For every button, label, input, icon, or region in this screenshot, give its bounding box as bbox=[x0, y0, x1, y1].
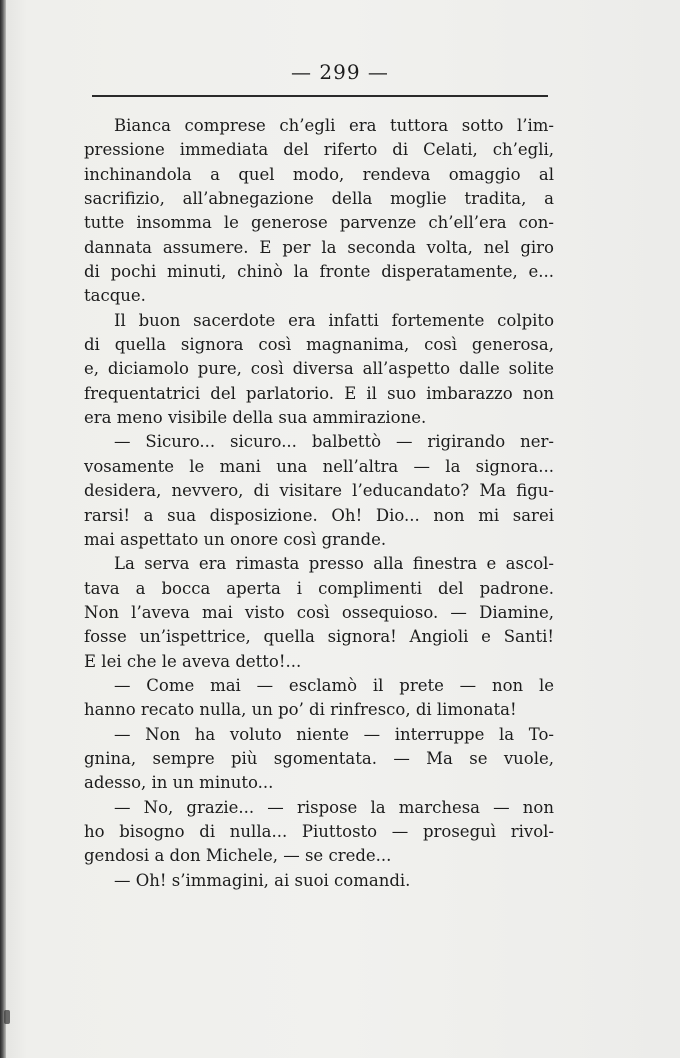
text-line: ho bisogno di nulla... Piuttosto — proseguì rivol- bbox=[84, 821, 554, 841]
text-line: era meno visibile della sua ammirazione. bbox=[84, 408, 427, 428]
text-line: Bianca comprese ch’egli era tuttora sotto l’im- bbox=[114, 116, 554, 135]
text-line: gnina, sempre più sgomentata. — Ma se vuole, bbox=[84, 748, 554, 768]
text-line: tava a bocca aperta i complimenti del padrone. bbox=[84, 578, 554, 598]
text-line: — Sicuro... sicuro... balbettò — rigirando ner- bbox=[114, 432, 554, 452]
text-line: E lei che le aveva detto!... bbox=[84, 651, 302, 671]
text-line: La serva era rimasta presso alla finestra e ascol- bbox=[114, 554, 554, 574]
text-line: vosamente le mani una nell’altra — la signora... bbox=[84, 456, 554, 476]
text-line: Il buon sacerdote era infatti fortemente colpito bbox=[114, 310, 554, 330]
text-line: tacque. bbox=[84, 286, 146, 306]
text-line: — Non ha voluto niente — interruppe la To- bbox=[114, 724, 554, 744]
text-line: mai aspettato un onore così grande. bbox=[84, 529, 387, 549]
text-line: hanno recato nulla, un po’ di rinfresco, di limonata! bbox=[84, 700, 517, 720]
body-text bbox=[84, 114, 554, 893]
text-line: frequentatrici del parlatorio. E il suo imbarazzo non bbox=[84, 383, 554, 403]
text-line: — No, grazie... — rispose la marchesa — non bbox=[114, 797, 554, 817]
text-line: inchinandola a quel modo, rendeva omaggio al bbox=[84, 164, 554, 184]
text-line: desidera, nevvero, di visitare l’educandato? Ma figu- bbox=[84, 481, 554, 501]
text-line: adesso, in un minuto... bbox=[84, 773, 274, 793]
text-line: rarsi! a sua disposizione. Oh! Dio... non mi sarei bbox=[84, 505, 554, 525]
text-line: — Oh! s’immagini, ai suoi comandi. bbox=[114, 870, 411, 890]
text-line: — Come mai — esclamò il prete — non le bbox=[114, 675, 554, 695]
text-line: Non l’aveva mai visto così ossequioso. — Diamine, bbox=[84, 602, 554, 622]
text-line: pressione immediata del riferto di Celati, ch’egli, bbox=[84, 140, 554, 160]
text-line: di quella signora così magnanima, così generosa, bbox=[84, 335, 554, 355]
header-rule bbox=[92, 95, 548, 97]
text-line: dannata assumere. E per la seconda volta, nel giro bbox=[84, 237, 554, 257]
text-line: di pochi minuti, chinò la fronte disperatamente, e... bbox=[84, 262, 554, 282]
scan-ink-mark bbox=[4, 1010, 10, 1024]
text-line: sacrifizio, all’abnegazione della moglie tradita, a bbox=[84, 189, 554, 209]
page-number: — 299 — bbox=[291, 60, 389, 84]
page-spine-edge bbox=[0, 0, 6, 1058]
text-line: e, diciamolo pure, così diversa all’aspetto dalle solite bbox=[84, 359, 554, 379]
text-line: tutte insomma le generose parvenze ch’ell’era con- bbox=[84, 213, 554, 233]
text-line: gendosi a don Michele, — se crede... bbox=[84, 846, 392, 866]
text-line: fosse un’ispettrice, quella signora! Angioli e Santi! bbox=[84, 627, 554, 647]
